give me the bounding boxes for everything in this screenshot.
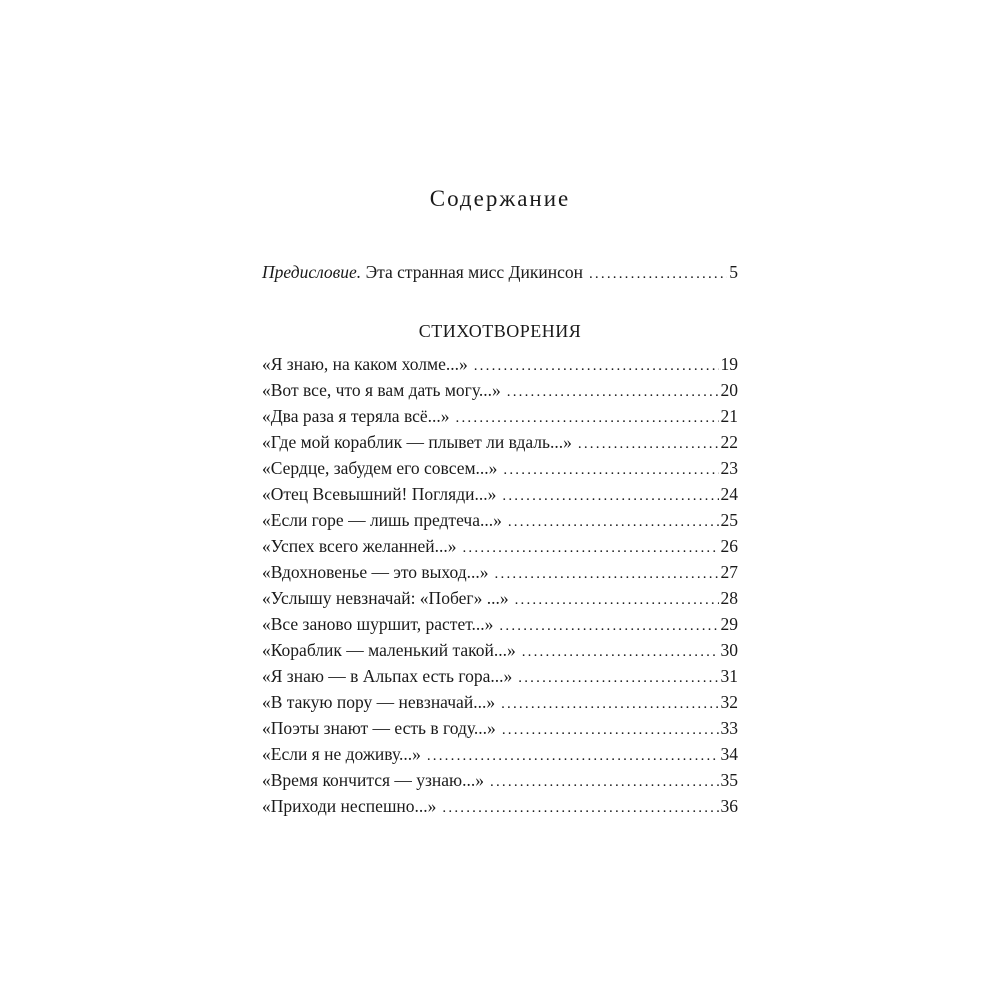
- dot-leader: [518, 665, 718, 691]
- toc-entry-page: 32: [720, 692, 738, 712]
- toc-entry: [262, 637, 738, 663]
- toc-entry-label: «Два раза я теряла всё...»: [262, 406, 450, 426]
- toc-entry-page: 25: [720, 510, 738, 530]
- dot-leader: [503, 457, 718, 483]
- toc-entry-label: «Я знаю — в Альпах есть гора...»: [262, 666, 513, 686]
- preface-italic-label: Предисловие.: [262, 262, 362, 282]
- dot-leader: [495, 561, 719, 587]
- dot-leader: [508, 509, 719, 535]
- toc-entry-page: 29: [720, 614, 738, 634]
- toc-entry: [262, 377, 738, 403]
- toc-entry-label: «Сердце, забудем его совсем...»: [262, 458, 498, 478]
- dot-leader: [474, 353, 719, 379]
- toc-entry-label: «Время кончится — узнаю...»: [262, 770, 485, 790]
- toc-entry: [262, 585, 738, 611]
- toc-entry-label: «Я знаю, на каком холме...»: [262, 354, 468, 374]
- dot-leader: [578, 431, 719, 457]
- toc-entry-page: 22: [720, 432, 738, 452]
- dot-leader: [501, 691, 718, 717]
- dot-leader: [589, 261, 727, 287]
- preface-block: [262, 259, 738, 285]
- toc-entry-label: «Успех всего желанней...»: [262, 536, 457, 556]
- toc-entry: [262, 741, 738, 767]
- dot-leader: [490, 769, 718, 795]
- dot-leader: [522, 639, 719, 665]
- dot-leader: [507, 379, 719, 405]
- dot-leader: [442, 795, 718, 821]
- toc-entry-label: «Услышу невзначай: «Побег» ...»: [262, 588, 509, 608]
- toc-entry-label: «Приходи неспешно...»: [262, 796, 437, 816]
- toc-entry-page: 35: [720, 770, 738, 790]
- toc-entry: [262, 533, 738, 559]
- toc-entry-label: [262, 259, 583, 285]
- toc-entry: [262, 429, 738, 455]
- toc-entry-label: «Вдохновенье — это выход...»: [262, 562, 489, 582]
- toc-entry-label: «Все заново шуршит, растет...»: [262, 614, 494, 634]
- toc-entry-page: 24: [720, 484, 738, 504]
- toc-entry: [262, 767, 738, 793]
- toc-entry-page: 21: [720, 406, 738, 426]
- toc-entry: [262, 481, 738, 507]
- dot-leader: [462, 535, 718, 561]
- toc-entry-page: 30: [720, 640, 738, 660]
- toc-entry-page: 5: [729, 262, 738, 282]
- toc-entry-page: 23: [720, 458, 738, 478]
- toc-entry-label: «Если я не доживу...»: [262, 744, 421, 764]
- dot-leader: [515, 587, 719, 613]
- toc-entry: [262, 689, 738, 715]
- preface-label-rest: Эта странная мисс Дикинсон: [361, 262, 583, 282]
- toc-entry-label: «Кораблик — маленький такой...»: [262, 640, 516, 660]
- toc-entry: [262, 611, 738, 637]
- toc-entry-page: 27: [720, 562, 738, 582]
- page-title: Содержание: [429, 186, 571, 211]
- dot-leader: [502, 717, 719, 743]
- toc-entry-label: «В такую пору — невзначай...»: [262, 692, 496, 712]
- toc-entry-label: «Вот все, что я вам дать могу...»: [262, 380, 501, 400]
- toc-entry-label: «Где мой кораблик — плывет ли вдаль...»: [262, 432, 572, 452]
- dot-leader: [427, 743, 719, 769]
- toc-entry-label: «Отец Всевышний! Погляди...»: [262, 484, 497, 504]
- toc-entry-page: 20: [720, 380, 738, 400]
- toc-entry-page: 36: [720, 796, 738, 816]
- section-heading: СТИХОТВОРЕНИЯ: [418, 321, 582, 341]
- dot-leader: [502, 483, 718, 509]
- toc-entry: [262, 715, 738, 741]
- toc-entry: [262, 351, 738, 377]
- toc-entry-page: 34: [720, 744, 738, 764]
- toc-entry-label: «Если горе — лишь предтеча...»: [262, 510, 502, 530]
- toc-entry: [262, 793, 738, 819]
- toc-entry-page: 28: [720, 588, 738, 608]
- toc-entry: [262, 559, 738, 585]
- poem-list: [262, 351, 738, 819]
- toc-entry-page: 19: [720, 354, 738, 374]
- toc-entry: [262, 663, 738, 689]
- toc-entry-preface: [262, 259, 738, 285]
- dot-leader: [456, 405, 719, 431]
- toc-entry: [262, 455, 738, 481]
- toc-entry-page: 26: [720, 536, 738, 556]
- toc-entry-page: 33: [720, 718, 738, 738]
- toc-entry-label: «Поэты знают — есть в году...»: [262, 718, 496, 738]
- toc-entry-page: 31: [720, 666, 738, 686]
- toc-entry: [262, 507, 738, 533]
- dot-leader: [499, 613, 718, 639]
- toc-entry: [262, 403, 738, 429]
